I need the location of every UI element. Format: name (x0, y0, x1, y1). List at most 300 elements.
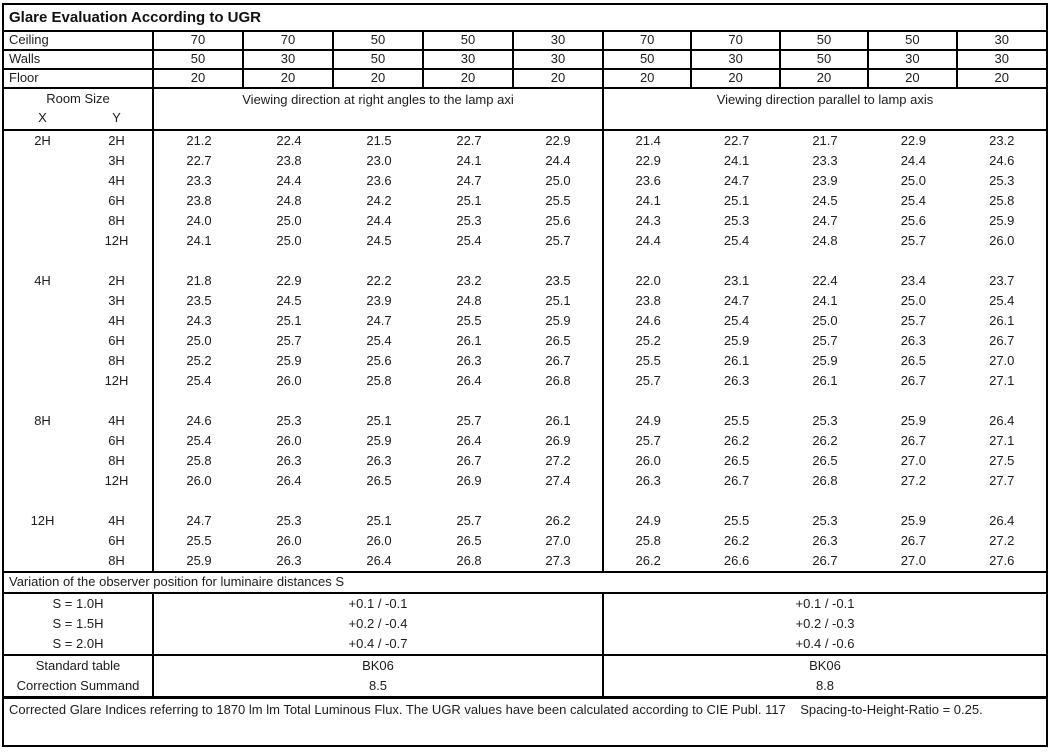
ugr-value: 25.1 (723, 193, 750, 208)
variation-block (4, 594, 1046, 656)
ugr-value: 24.4 (900, 153, 927, 168)
ugr-value: 26.5 (514, 331, 604, 351)
ugr-value: 22.2 (366, 273, 392, 288)
x-label (4, 291, 81, 311)
variation-left-value: +0.1 / -0.1 (154, 594, 604, 614)
x-label (4, 251, 81, 271)
ugr-row (4, 231, 1046, 251)
ugr-value: 26.3 (812, 533, 838, 548)
y-label: 12H (81, 471, 154, 491)
x-label (4, 311, 81, 331)
ugr-value (692, 391, 780, 411)
ugr-value: 26.3 (366, 453, 392, 468)
variation-s-label: S = 1.0H (4, 594, 154, 614)
x-label: 12H (30, 513, 55, 528)
x-label: 4H (34, 273, 51, 288)
y-label (81, 391, 154, 411)
y-header-label: Y (112, 110, 121, 125)
ugr-value: 25.3 (812, 413, 838, 428)
ugr-value: 23.9 (366, 293, 392, 308)
surface-row (4, 51, 1046, 70)
y-label: 6H (81, 191, 154, 211)
ugr-value: 26.4 (989, 513, 1015, 528)
y-label: 8H (81, 451, 154, 471)
ugr-value: 26.0 (989, 233, 1015, 248)
ugr-value (514, 391, 604, 411)
ugr-value: 23.6 (366, 173, 392, 188)
standards-label: Standard table (4, 656, 154, 676)
ugr-value (958, 491, 1046, 511)
ugr-value: 25.6 (900, 213, 927, 228)
surface-value: 50 (424, 32, 514, 49)
ugr-data-area (4, 131, 1046, 573)
ugr-evaluation-table (2, 3, 1048, 747)
ugr-value: 23.2 (456, 273, 482, 288)
ugr-value: 26.0 (276, 433, 302, 448)
ugr-value: 26.7 (456, 453, 482, 468)
surface-label: Floor (4, 70, 154, 87)
y-label: 6H (81, 331, 154, 351)
ugr-value: 25.7 (900, 313, 927, 328)
ugr-row (4, 431, 1046, 451)
ugr-value: 26.1 (812, 373, 838, 388)
ugr-value: 26.5 (366, 473, 392, 488)
surface-value: 20 (514, 70, 604, 87)
ugr-value: 24.9 (635, 413, 661, 428)
ugr-value: 26.0 (186, 473, 212, 488)
ugr-value: 22.7 (186, 153, 212, 168)
surface-value: 50 (154, 51, 244, 68)
surface-value: 50 (869, 32, 957, 49)
ugr-value: 26.0 (276, 533, 302, 548)
x-label (4, 551, 81, 571)
surface-value: 20 (604, 70, 692, 87)
ugr-row (4, 131, 1046, 151)
y-label: 12H (81, 231, 154, 251)
y-label: 2H (81, 131, 154, 151)
ugr-value: 25.9 (989, 213, 1015, 228)
ugr-value: 26.0 (276, 373, 302, 388)
ugr-value: 25.2 (186, 353, 212, 368)
ugr-value: 22.9 (514, 131, 604, 151)
ugr-value (334, 391, 424, 411)
ugr-value (781, 251, 869, 271)
ugr-value: 24.0 (186, 213, 212, 228)
ugr-value: 25.8 (186, 453, 212, 468)
x-label (4, 431, 81, 451)
ugr-value: 26.2 (723, 433, 750, 448)
variation-row (4, 614, 1046, 634)
ugr-value: 26.3 (276, 553, 302, 568)
ugr-value (604, 251, 692, 271)
viewing-direction-right-angles-label: Viewing direction at right angles to the lamp axi (154, 89, 604, 129)
variation-left-value: +0.2 / -0.4 (154, 614, 604, 634)
ugr-value: 25.1 (276, 313, 302, 328)
ugr-value: 25.0 (186, 333, 212, 348)
ugr-row (4, 411, 1046, 431)
ugr-row (4, 271, 1046, 291)
ugr-value: 26.0 (366, 533, 392, 548)
ugr-value: 24.1 (456, 153, 482, 168)
ugr-value: 26.8 (456, 553, 482, 568)
ugr-value: 27.0 (900, 453, 927, 468)
ugr-value: 24.1 (635, 193, 661, 208)
surface-value: 70 (604, 32, 692, 49)
y-label: 4H (81, 311, 154, 331)
ugr-value: 25.5 (723, 513, 750, 528)
ugr-value: 25.9 (723, 333, 750, 348)
ugr-value: 21.7 (812, 133, 838, 148)
ugr-value: 25.3 (276, 413, 302, 428)
ugr-value: 26.5 (723, 453, 750, 468)
ugr-value: 26.3 (276, 453, 302, 468)
ugr-value: 26.0 (635, 453, 661, 468)
ugr-value: 26.3 (456, 353, 482, 368)
ugr-value: 25.3 (989, 173, 1015, 188)
ugr-value: 24.7 (456, 173, 482, 188)
ugr-value (869, 491, 957, 511)
ugr-value (781, 491, 869, 511)
standards-row (4, 676, 1046, 696)
standards-left-value: BK06 (154, 656, 604, 676)
ugr-value: 23.1 (723, 273, 750, 288)
ugr-value: 23.0 (366, 153, 392, 168)
y-label: 6H (81, 531, 154, 551)
ugr-value: 25.1 (514, 291, 604, 311)
ugr-value: 24.6 (989, 153, 1015, 168)
variation-s-label: S = 1.5H (4, 614, 154, 634)
ugr-value: 26.4 (989, 413, 1015, 428)
ugr-value (244, 491, 334, 511)
y-label (81, 251, 154, 271)
y-label: 3H (81, 151, 154, 171)
ugr-value: 25.9 (276, 353, 302, 368)
variation-s-label: S = 2.0H (4, 634, 154, 654)
ugr-value: 24.7 (186, 513, 212, 528)
x-label (4, 471, 81, 491)
ugr-value: 26.1 (723, 353, 750, 368)
ugr-value: 25.3 (276, 513, 302, 528)
ugr-value: 27.0 (514, 531, 604, 551)
ugr-value: 24.4 (635, 233, 661, 248)
ugr-value: 21.5 (366, 133, 392, 148)
ugr-value: 24.8 (276, 193, 302, 208)
x-label (4, 351, 81, 371)
ugr-value: 23.3 (186, 173, 212, 188)
ugr-row (4, 291, 1046, 311)
ugr-value: 23.8 (635, 293, 661, 308)
ugr-value (244, 391, 334, 411)
surface-label: Ceiling (4, 32, 154, 49)
ugr-value (869, 391, 957, 411)
y-label: 3H (81, 291, 154, 311)
room-size-label: Room Size (46, 91, 110, 106)
ugr-value: 25.7 (276, 333, 302, 348)
ugr-value (781, 391, 869, 411)
surface-rows (4, 32, 1046, 89)
x-label: 8H (34, 413, 51, 428)
x-label (4, 151, 81, 171)
x-label (4, 211, 81, 231)
x-label (4, 531, 81, 551)
surface-value: 50 (604, 51, 692, 68)
x-label (4, 491, 81, 511)
ugr-value: 23.7 (989, 273, 1015, 288)
x-label (4, 451, 81, 471)
ugr-value: 25.6 (514, 211, 604, 231)
ugr-value: 21.8 (186, 273, 212, 288)
ugr-value: 25.9 (900, 413, 927, 428)
ugr-row-spacer (4, 491, 1046, 511)
ugr-value: 26.8 (514, 371, 604, 391)
ugr-value: 25.1 (366, 513, 392, 528)
ugr-value: 24.8 (456, 293, 482, 308)
surface-value: 30 (514, 51, 604, 68)
ugr-value: 25.9 (366, 433, 392, 448)
ugr-value: 25.7 (900, 233, 927, 248)
ugr-value: 25.7 (635, 433, 661, 448)
ugr-value: 24.3 (186, 313, 212, 328)
ugr-value: 24.1 (812, 293, 838, 308)
x-label (4, 191, 81, 211)
viewing-direction-parallel-label: Viewing direction parallel to lamp axis (716, 92, 934, 107)
ugr-value: 22.9 (276, 273, 302, 288)
ugr-value: 25.9 (186, 553, 212, 568)
ugr-value: 27.6 (989, 553, 1015, 568)
x-label (4, 371, 81, 391)
ugr-value: 26.9 (514, 431, 604, 451)
ugr-value: 25.9 (900, 513, 927, 528)
ugr-value: 25.1 (366, 413, 392, 428)
y-label: 4H (81, 171, 154, 191)
ugr-value: 26.5 (812, 453, 838, 468)
ugr-value: 22.7 (723, 133, 750, 148)
ugr-value: 23.5 (514, 271, 604, 291)
ugr-value: 25.5 (723, 413, 750, 428)
ugr-value: 26.2 (635, 553, 661, 568)
x-label (4, 171, 81, 191)
y-label: 2H (81, 271, 154, 291)
y-label: 4H (81, 411, 154, 431)
footer-note: Corrected Glare Indices referring to 1870 lm lm Total Luminous Flux. The UGR values have been calculated according to CIE Publ. 117 Spacing-to-Height-Ratio = 0.25. (9, 702, 983, 717)
ugr-value: 25.0 (900, 293, 927, 308)
ugr-value: 25.9 (514, 311, 604, 331)
ugr-value (334, 251, 424, 271)
ugr-value: 25.4 (723, 233, 750, 248)
ugr-row (4, 311, 1046, 331)
ugr-value (692, 491, 780, 511)
ugr-value: 25.7 (456, 513, 482, 528)
ugr-value: 26.5 (456, 533, 482, 548)
surface-value: 30 (424, 51, 514, 68)
ugr-value: 23.4 (900, 273, 927, 288)
ugr-value: 25.9 (812, 353, 838, 368)
standards-right-value: 8.8 (815, 678, 835, 693)
ugr-value: 25.5 (635, 353, 661, 368)
ugr-row-spacer (4, 391, 1046, 411)
ugr-value: 26.3 (723, 373, 750, 388)
ugr-value: 22.7 (456, 133, 482, 148)
ugr-value: 25.4 (366, 333, 392, 348)
ugr-value (154, 391, 244, 411)
ugr-row (4, 451, 1046, 471)
ugr-value: 26.1 (456, 333, 482, 348)
ugr-row (4, 331, 1046, 351)
ugr-value: 24.7 (723, 293, 750, 308)
surface-value: 70 (692, 32, 780, 49)
ugr-value (154, 251, 244, 271)
ugr-value (692, 251, 780, 271)
variation-left-value: +0.4 / -0.7 (154, 634, 604, 654)
ugr-value: 26.3 (900, 333, 927, 348)
ugr-value: 26.7 (514, 351, 604, 371)
y-label: 12H (81, 371, 154, 391)
variation-right-value: +0.1 / -0.1 (795, 596, 855, 611)
ugr-value: 25.7 (456, 413, 482, 428)
ugr-value: 23.9 (812, 173, 838, 188)
standards-left-value: 8.5 (154, 676, 604, 696)
ugr-value: 27.0 (900, 553, 927, 568)
ugr-value: 26.2 (514, 511, 604, 531)
ugr-value: 25.0 (514, 171, 604, 191)
ugr-value: 24.6 (635, 313, 661, 328)
ugr-value: 24.9 (635, 513, 661, 528)
ugr-value: 21.2 (186, 133, 212, 148)
ugr-value: 26.7 (900, 373, 927, 388)
ugr-value (514, 251, 604, 271)
surface-label: Walls (4, 51, 154, 68)
ugr-value: 27.5 (989, 453, 1015, 468)
ugr-value (604, 391, 692, 411)
ugr-value: 24.7 (812, 213, 838, 228)
ugr-value (244, 251, 334, 271)
ugr-value: 23.2 (989, 133, 1015, 148)
ugr-value: 26.2 (812, 433, 838, 448)
ugr-value: 26.2 (723, 533, 750, 548)
ugr-value: 26.4 (456, 373, 482, 388)
surface-value: 30 (514, 32, 604, 49)
ugr-value (958, 251, 1046, 271)
ugr-value: 25.4 (723, 313, 750, 328)
ugr-value: 26.9 (456, 473, 482, 488)
y-label: 8H (81, 351, 154, 371)
ugr-value: 26.4 (366, 553, 392, 568)
ugr-value: 27.3 (514, 551, 604, 571)
ugr-value: 22.0 (635, 273, 661, 288)
ugr-value: 27.0 (989, 353, 1015, 368)
surface-value: 70 (244, 32, 334, 49)
ugr-value: 27.2 (989, 533, 1015, 548)
ugr-value: 26.7 (900, 433, 927, 448)
ugr-value (424, 251, 514, 271)
y-label: 4H (81, 511, 154, 531)
ugr-value: 23.6 (635, 173, 661, 188)
ugr-value: 24.1 (723, 153, 750, 168)
surface-value: 20 (869, 70, 957, 87)
ugr-value: 25.5 (514, 191, 604, 211)
ugr-value: 25.8 (366, 373, 392, 388)
ugr-value: 27.2 (514, 451, 604, 471)
ugr-value (424, 391, 514, 411)
x-label (4, 391, 81, 411)
ugr-value: 24.5 (812, 193, 838, 208)
variation-right-value: +0.2 / -0.3 (795, 616, 855, 631)
ugr-row (4, 171, 1046, 191)
y-label (81, 491, 154, 511)
ugr-value: 26.5 (900, 353, 927, 368)
surface-value: 30 (994, 51, 1009, 66)
ugr-value (334, 491, 424, 511)
ugr-value: 24.7 (723, 173, 750, 188)
ugr-value: 24.4 (366, 213, 392, 228)
y-label: 6H (81, 431, 154, 451)
ugr-value: 25.0 (812, 313, 838, 328)
standards-right-value: BK06 (809, 658, 841, 673)
ugr-value: 24.4 (276, 173, 302, 188)
ugr-value: 25.0 (900, 173, 927, 188)
ugr-value: 24.8 (812, 233, 838, 248)
standards-block (4, 656, 1046, 699)
surface-value: 50 (781, 32, 869, 49)
ugr-value (514, 491, 604, 511)
y-label: 8H (81, 211, 154, 231)
ugr-value: 22.4 (812, 273, 838, 288)
surface-value: 20 (244, 70, 334, 87)
ugr-value: 24.7 (366, 313, 392, 328)
ugr-value: 25.0 (276, 233, 302, 248)
ugr-row (4, 351, 1046, 371)
surface-row (4, 70, 1046, 89)
ugr-value: 26.4 (456, 433, 482, 448)
ugr-value: 25.4 (456, 233, 482, 248)
ugr-value: 26.7 (723, 473, 750, 488)
ugr-value: 25.7 (812, 333, 838, 348)
standards-row (4, 656, 1046, 676)
surface-value: 70 (154, 32, 244, 49)
variation-row (4, 634, 1046, 654)
ugr-value: 23.8 (276, 153, 302, 168)
ugr-value: 25.5 (456, 313, 482, 328)
y-label: 8H (81, 551, 154, 571)
ugr-value (869, 251, 957, 271)
xy-header (4, 109, 152, 129)
ugr-value: 25.5 (186, 533, 212, 548)
surface-value: 20 (424, 70, 514, 87)
ugr-value: 25.8 (989, 193, 1015, 208)
surface-value: 50 (334, 32, 424, 49)
surface-value: 20 (994, 70, 1009, 85)
ugr-value: 25.7 (635, 373, 661, 388)
ugr-value (154, 491, 244, 511)
ugr-value: 25.2 (635, 333, 661, 348)
surface-value: 20 (334, 70, 424, 87)
ugr-value: 22.9 (900, 133, 927, 148)
direction-header-row (4, 89, 1046, 131)
surface-value: 30 (244, 51, 334, 68)
ugr-value: 25.4 (900, 193, 927, 208)
ugr-value: 26.4 (276, 473, 302, 488)
ugr-value (424, 491, 514, 511)
ugr-value (958, 391, 1046, 411)
ugr-value: 26.1 (989, 313, 1015, 328)
variation-right-value: +0.4 / -0.6 (795, 636, 855, 651)
variation-section-label: Variation of the observer position for luminaire distances S (4, 573, 1046, 594)
ugr-value: 25.3 (723, 213, 750, 228)
x-label (4, 331, 81, 351)
ugr-value: 24.2 (366, 193, 392, 208)
surface-value: 20 (692, 70, 780, 87)
ugr-value: 23.8 (186, 193, 212, 208)
